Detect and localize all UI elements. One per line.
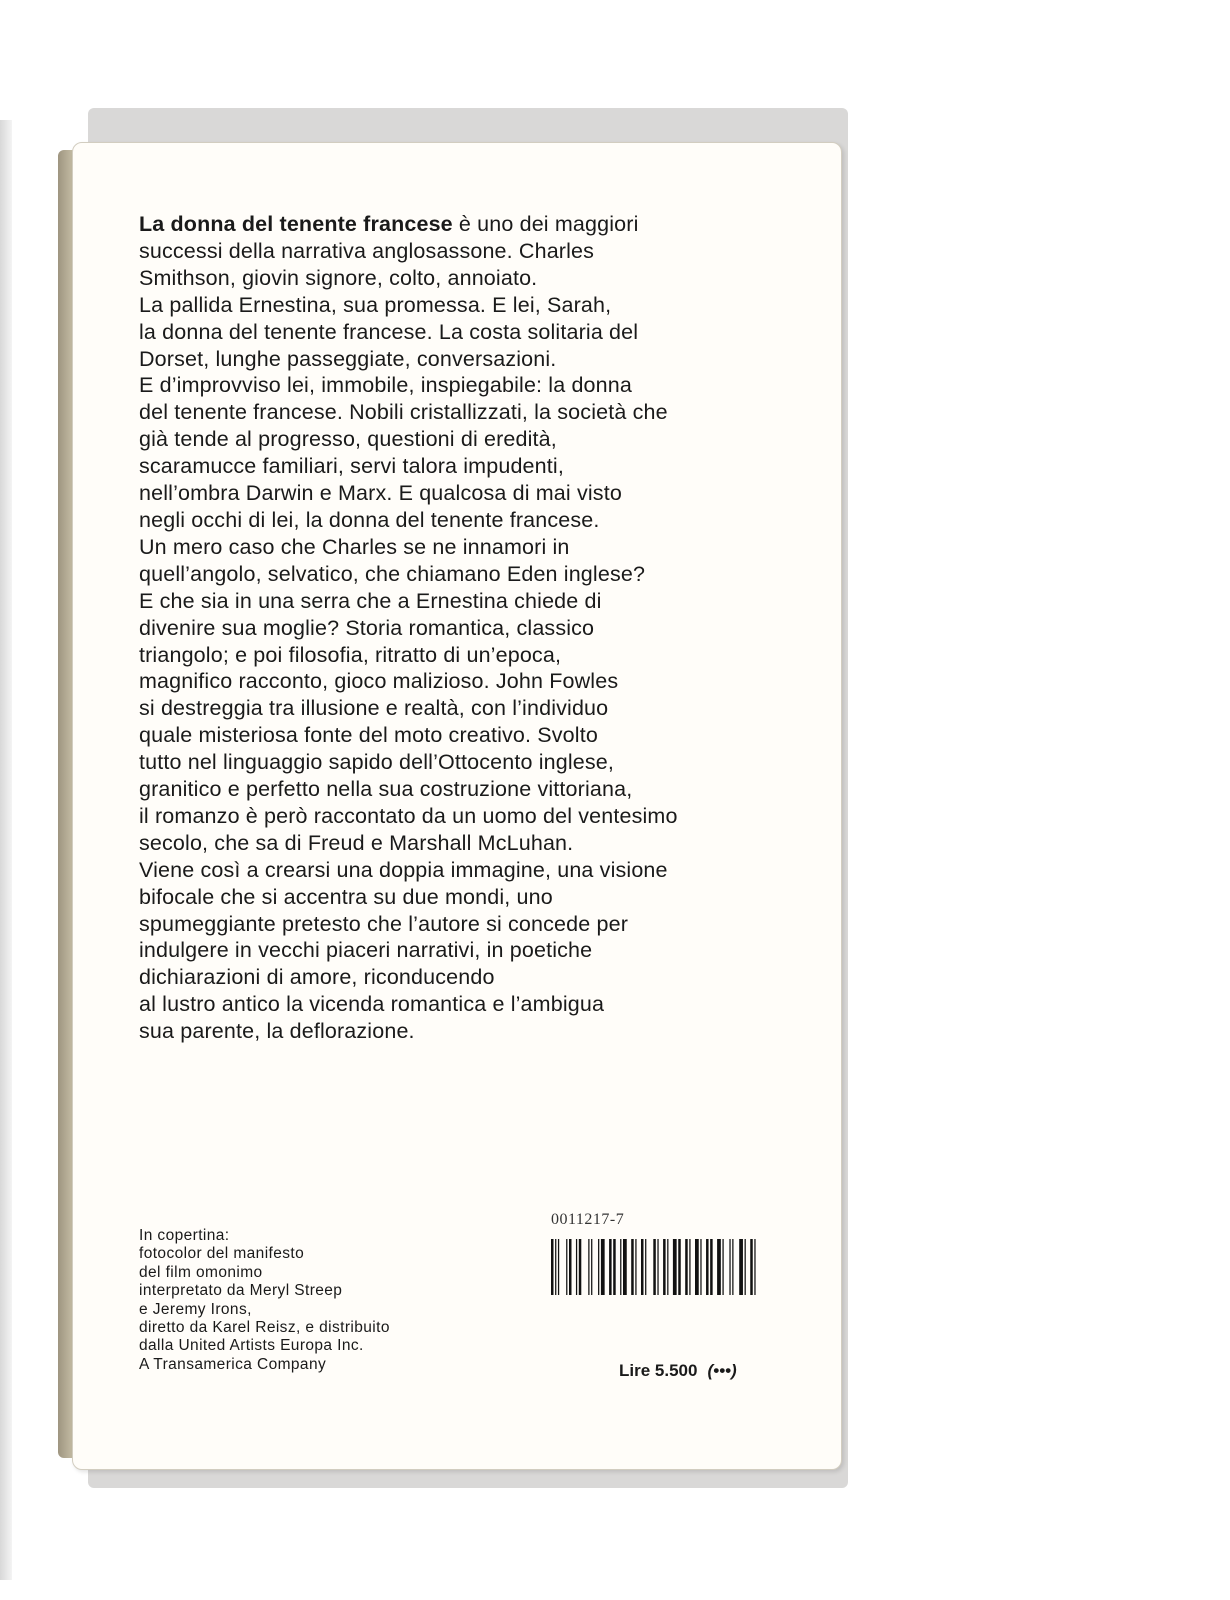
synopsis-line: al lustro antico la vicenda romantica e l’ambigua xyxy=(139,992,605,1017)
barcode-bar xyxy=(700,1239,701,1295)
barcode-bar xyxy=(613,1239,616,1295)
synopsis-line: del tenente francese. Nobili cristallizzati, la società che xyxy=(139,400,668,425)
barcode-bar xyxy=(601,1239,605,1295)
synopsis-line: successi della narrativa anglosassone. Charles xyxy=(139,238,595,263)
barcode-bar xyxy=(609,1239,612,1295)
barcode-bar xyxy=(754,1239,755,1295)
synopsis-line: Dorset, lunghe passeggiate, conversazioni. xyxy=(139,346,557,371)
synopsis-line: La donna del tenente francese è uno dei maggiori xyxy=(139,212,639,236)
synopsis-line: scaramucce familiari, servi talora impudenti, xyxy=(139,454,564,479)
barcode-bar xyxy=(732,1239,733,1295)
barcode-bar xyxy=(673,1239,677,1295)
synopsis-line: Un mero caso che Charles se ne innamori in xyxy=(139,534,570,559)
price-tag xyxy=(619,1361,737,1381)
synopsis-text xyxy=(139,211,799,1045)
credits-line: del film omonimo xyxy=(139,1263,263,1281)
synopsis-line: sua parente, la deflorazione. xyxy=(139,1019,415,1044)
barcode-bar xyxy=(685,1239,688,1295)
book-title: La donna del tenente francese xyxy=(139,212,453,236)
synopsis-line: dichiarazioni di amore, riconducendo xyxy=(139,965,495,990)
barcode-bar xyxy=(678,1239,681,1295)
barcode-bar xyxy=(653,1239,656,1295)
synopsis-line: il romanzo è però raccontato da un uomo del ventesimo xyxy=(139,803,678,828)
barcode-image xyxy=(551,1239,773,1295)
price-marks: (•••) xyxy=(707,1361,737,1380)
synopsis-line: granitico e perfetto nella sua costruzione vittoriana, xyxy=(139,777,633,802)
barcode-bar xyxy=(710,1239,713,1295)
synopsis-line: E che sia in una serra che a Ernestina chiede di xyxy=(139,588,602,613)
synopsis-line: magnifico racconto, gioco malizioso. John Fowles xyxy=(139,669,619,694)
synopsis-line: indulgere in vecchi piaceri narrativi, in poetiche xyxy=(139,938,593,963)
credits-line: In copertina: xyxy=(139,1227,230,1244)
synopsis-line: tutto nel linguaggio sapido dell’Ottocento inglese, xyxy=(139,750,615,775)
barcode-bar xyxy=(641,1239,644,1295)
barcode-bar xyxy=(576,1239,577,1295)
back-cover xyxy=(72,142,842,1470)
synopsis-line: nell’ombra Darwin e Marx. E qualcosa di mai visto xyxy=(139,481,622,506)
facing-page-edge xyxy=(0,120,12,1580)
synopsis-line: triangolo; e poi filosofia, ritratto di un’epoca, xyxy=(139,642,562,667)
barcode-bar xyxy=(645,1239,646,1295)
barcode-bar xyxy=(722,1239,723,1295)
barcode-bar xyxy=(717,1239,721,1295)
barcode-bar xyxy=(579,1239,582,1295)
synopsis-line: si destreggia tra illusione e realtà, con l’individuo xyxy=(139,696,609,721)
synopsis-line: divenire sua moglie? Storia romantica, classico xyxy=(139,615,595,640)
barcode-bar xyxy=(551,1239,554,1295)
synopsis-line: quale misteriosa fonte del moto creativo. Svolto xyxy=(139,723,598,748)
barcode-bar xyxy=(729,1239,730,1295)
credits-line: fotocolor del manifesto xyxy=(139,1245,305,1263)
synopsis-line: quell’angolo, selvatico, che chiamano Eden inglese? xyxy=(139,561,646,586)
barcode-bar xyxy=(566,1239,567,1295)
credits-line: e Jeremy Irons, xyxy=(139,1300,252,1318)
barcode-bar xyxy=(591,1239,592,1295)
credits-line: A Transamerica Company xyxy=(139,1355,327,1373)
barcode-bar xyxy=(663,1239,666,1295)
synopsis-line: spumeggiante pretesto che l’autore si concede per xyxy=(139,911,629,936)
credits-line: diretto da Karel Reisz, e distribuito xyxy=(139,1319,390,1337)
barcode-number: 0011217-7 xyxy=(551,1211,625,1228)
barcode-bar xyxy=(635,1239,636,1295)
credits-line: dalla United Artists Europa Inc. xyxy=(139,1337,364,1355)
barcode-bar xyxy=(706,1239,709,1295)
barcode-bar xyxy=(623,1239,627,1295)
price-label: Lire 5.500 xyxy=(619,1361,698,1380)
barcode-bar xyxy=(745,1239,746,1295)
synopsis-line: negli occhi di lei, la donna del tenente francese. xyxy=(139,507,600,532)
synopsis-line: secolo, che sa di Freud e Marshall McLuhan. xyxy=(139,830,574,855)
barcode-bar xyxy=(689,1239,690,1295)
synopsis-line: già tende al progresso, questioni di eredità, xyxy=(139,427,557,452)
barcode-bar xyxy=(558,1239,559,1295)
synopsis-line: Viene così a crearsi una doppia immagine, una visione xyxy=(139,857,668,882)
barcode-bar xyxy=(695,1239,699,1295)
synopsis-line: E d’improvviso lei, immobile, inspiegabile: la donna xyxy=(139,373,632,398)
barcode-bar xyxy=(739,1239,743,1295)
synopsis-line: bifocale che si accentra su due mondi, uno xyxy=(139,884,553,909)
barcode-bar xyxy=(657,1239,658,1295)
credits-line: interpretato da Meryl Streep xyxy=(139,1282,343,1300)
synopsis-line: la donna del tenente francese. La costa solitaria del xyxy=(139,319,639,344)
barcode-bar xyxy=(598,1239,599,1295)
barcode-bar xyxy=(555,1239,556,1295)
barcode-bar xyxy=(569,1239,572,1295)
synopsis-line: Smithson, giovin signore, colto, annoiato. xyxy=(139,265,538,290)
barcode-bar xyxy=(620,1239,621,1295)
synopsis-line: La pallida Ernestina, sua promessa. E lei, Sarah, xyxy=(139,292,612,317)
cover-credits xyxy=(139,1227,479,1374)
barcode-bar xyxy=(588,1239,589,1295)
barcode-bar xyxy=(667,1239,668,1295)
barcode-bar xyxy=(631,1239,634,1295)
barcode-bar xyxy=(750,1239,753,1295)
